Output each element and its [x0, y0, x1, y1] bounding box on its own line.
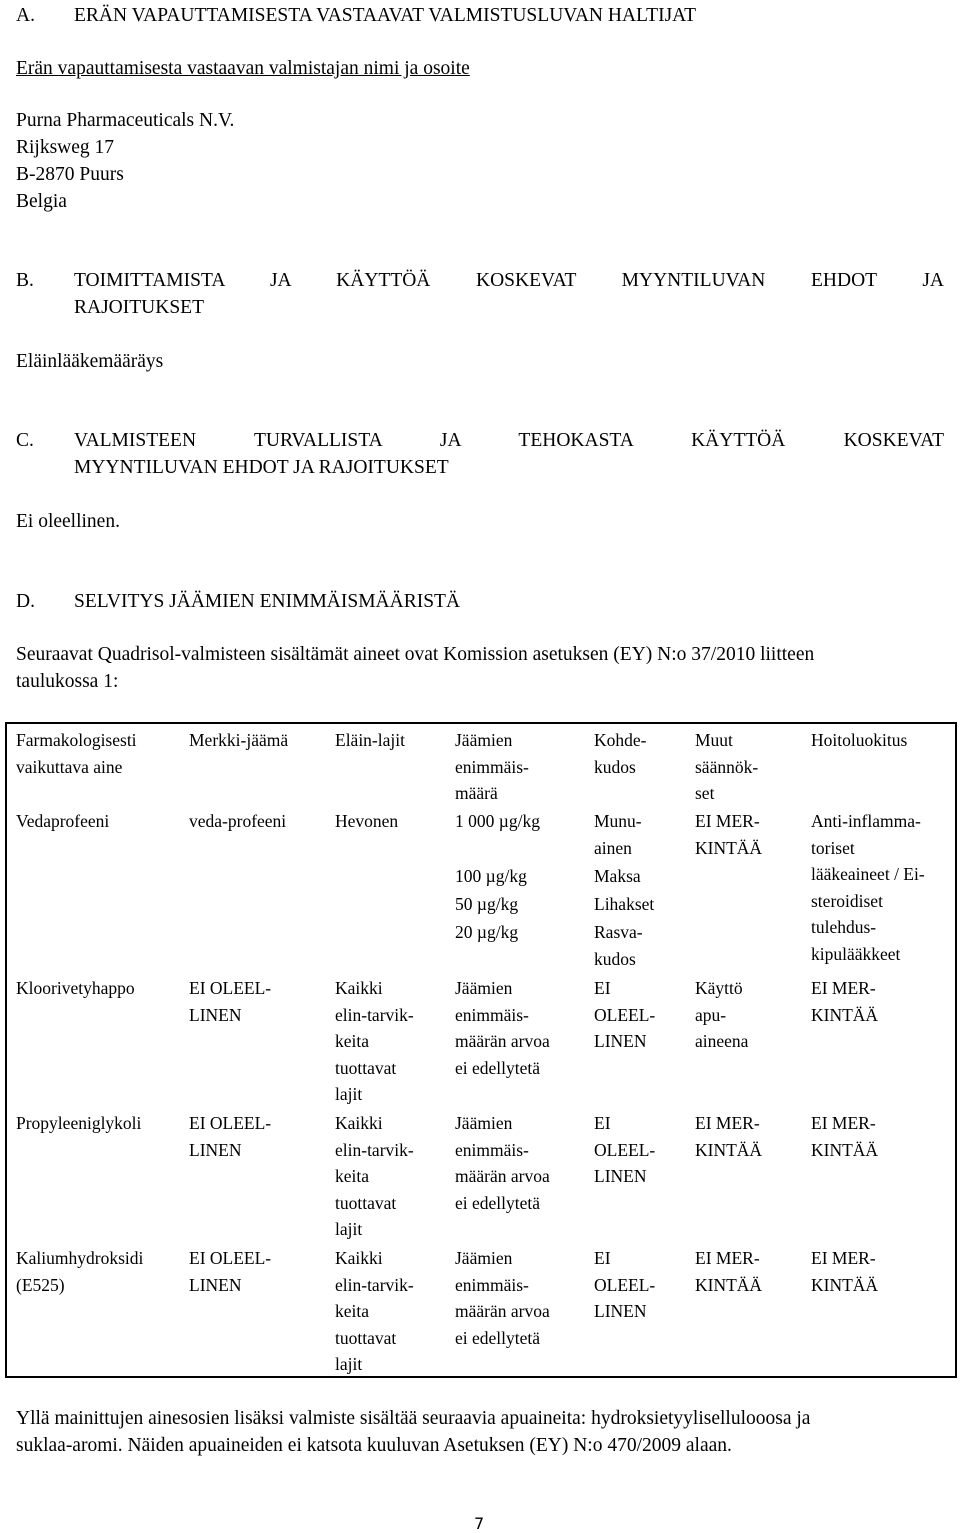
section-c-title-line1: VALMISTEEN TURVALLISTA JA TEHOKASTA KÄYTTÖÄ KOSKEVAT: [74, 430, 944, 451]
header-mrl: Jäämien enimmäis- määrä: [455, 730, 529, 803]
section-b-title-line2: RAJOITUKSET: [74, 297, 204, 318]
header-animal-species: Eläin-lajit: [335, 730, 405, 750]
row1-mrl-liver: 100 µg/kg: [455, 866, 527, 886]
row1-tissue-liver: Maksa: [594, 866, 641, 886]
section-a-title: ERÄN VAPAUTTAMISESTA VASTAAVAT VALMISTUSLUVAN HALTIJAT: [74, 5, 696, 26]
row1-tissue-kidney: Munu- ainen: [594, 811, 642, 858]
address-line-4: Belgia: [16, 191, 67, 212]
row2-mrl: Jäämien enimmäis- määrän arvoa ei edellytetä: [455, 978, 550, 1078]
row2-other: Käyttö apu- aineena: [695, 978, 749, 1051]
excipients-note-line2: suklaa-aromi. Näiden apuaineiden ei katsota kuuluvan Asetuksen (EY) N:o 470/2009 alaan.: [16, 1435, 732, 1456]
row3-tissue: EI OLEEL- LINEN: [594, 1113, 656, 1186]
row2-marker: EI OLEEL- LINEN: [189, 978, 272, 1025]
table-border-bottom: [5, 1376, 957, 1378]
row1-substance: Vedaprofeeni: [16, 811, 110, 831]
table-border-right: [955, 722, 957, 1378]
row4-mrl: Jäämien enimmäis- määrän arvoa ei edellytetä: [455, 1248, 550, 1348]
section-d-intro-line2: taulukossa 1:: [16, 671, 119, 692]
header-target-tissue: Kohde- kudos: [594, 730, 647, 777]
row1-marker: veda-profeeni: [189, 811, 287, 831]
row3-species: Kaikki elin-tarvik- keita tuottavat lajit: [335, 1113, 414, 1239]
header-classification: Hoitoluokitus: [811, 730, 908, 750]
section-c-title-line2: MYYNTILUVAN EHDOT JA RAJOITUKSET: [74, 457, 449, 478]
section-d-title: SELVITYS JÄÄMIEN ENIMMÄISMÄÄRISTÄ: [74, 591, 461, 612]
section-d-intro-line1: Seuraavat Quadrisol-valmisteen sisältämät aineet ovat Komission asetuksen (EY) N:o 37/2010 liitteen: [16, 644, 815, 665]
row4-marker: EI OLEEL- LINEN: [189, 1248, 272, 1295]
row3-substance: Propyleeniglykoli: [16, 1113, 142, 1133]
row3-marker: EI OLEEL- LINEN: [189, 1113, 272, 1160]
manufacturer-heading: Erän vapauttamisesta vastaavan valmistajan nimi ja osoite: [16, 58, 470, 79]
excipients-note-line1: Yllä mainittujen ainesosien lisäksi valmiste sisältää seuraavia apuaineita: hydroksietyylisellulooosa ja: [16, 1408, 811, 1429]
row4-other: EI MER- KINTÄÄ: [695, 1248, 763, 1295]
row3-other: EI MER- KINTÄÄ: [695, 1113, 763, 1160]
section-d-letter: D.: [16, 591, 35, 612]
row1-mrl-fat: 20 µg/kg: [455, 922, 519, 942]
row1-tissue-fat: Rasva- kudos: [594, 922, 643, 969]
section-b-text: Eläinlääkemääräys: [16, 351, 164, 372]
section-b-letter: B.: [16, 270, 34, 291]
row2-tissue: EI OLEEL- LINEN: [594, 978, 656, 1051]
row2-species: Kaikki elin-tarvik- keita tuottavat lajit: [335, 978, 414, 1104]
address-line-3: B-2870 Puurs: [16, 164, 124, 185]
row4-classification: EI MER- KINTÄÄ: [811, 1248, 879, 1295]
row4-species: Kaikki elin-tarvik- keita tuottavat lajit: [335, 1248, 414, 1374]
row1-other: EI MER- KINTÄÄ: [695, 811, 763, 858]
row1-species: Hevonen: [335, 811, 399, 831]
address-line-1: Purna Pharmaceuticals N.V.: [16, 110, 235, 131]
row3-mrl: Jäämien enimmäis- määrän arvoa ei edellytetä: [455, 1113, 550, 1213]
row1-mrl-kidney: 1 000 µg/kg: [455, 811, 540, 831]
header-other-provisions: Muut säännök- set: [695, 730, 759, 803]
section-b-title-line1: TOIMITTAMISTA JA KÄYTTÖÄ KOSKEVAT MYYNTILUVAN EHDOT JA: [74, 270, 944, 291]
page-number: 7: [474, 1514, 485, 1533]
table-border-top: [5, 722, 957, 724]
row4-tissue: EI OLEEL- LINEN: [594, 1248, 656, 1321]
row2-classification: EI MER- KINTÄÄ: [811, 978, 879, 1025]
row1-classification: Anti-inflamma- toriset lääkeaineet / Ei- steroidiset tulehdus- kipulääkkeet: [811, 811, 925, 964]
header-marker-residue: Merkki-jäämä: [189, 730, 289, 750]
row2-substance: Kloorivetyhappo: [16, 978, 135, 998]
section-a-letter: A.: [16, 5, 35, 26]
row4-substance: Kaliumhydroksidi (E525): [16, 1248, 144, 1295]
row1-tissue-muscle: Lihakset: [594, 894, 655, 914]
header-active-substance: Farmakologisesti vaikuttava aine: [16, 730, 137, 777]
table-border-left: [5, 722, 7, 1378]
row3-classification: EI MER- KINTÄÄ: [811, 1113, 879, 1160]
row1-mrl-muscle: 50 µg/kg: [455, 894, 519, 914]
section-c-letter: C.: [16, 430, 34, 451]
address-line-2: Rijksweg 17: [16, 137, 115, 158]
section-c-text: Ei oleellinen.: [16, 511, 120, 532]
